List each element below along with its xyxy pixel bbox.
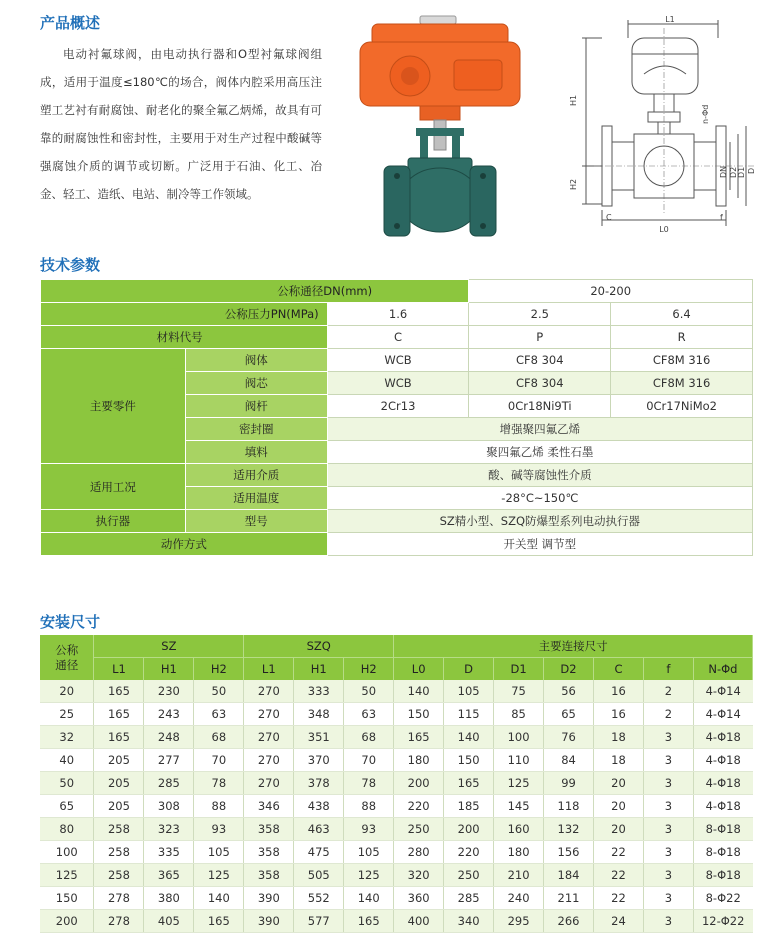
dim-cell: 132 [544,818,594,841]
group-szq: SZQ [244,635,394,658]
dim-cell: 8-Φ18 [693,864,752,887]
dim-cell: 78 [344,772,394,795]
dim-cell: 4-Φ18 [693,749,752,772]
dim-cell: 250 [394,818,444,841]
dim-cell: 3 [643,864,693,887]
col-header: H1 [144,658,194,681]
dim-cell: 358 [244,864,294,887]
dim-cell: 18 [593,749,643,772]
dim-cell: 4-Φ14 [693,703,752,726]
dim-cell: 68 [344,726,394,749]
dim-cell: 160 [494,818,544,841]
tech-title: 技术参数 [40,256,101,274]
dim-cell: 3 [643,887,693,910]
label-H2: H2 [569,178,578,190]
label-C: C [606,213,612,222]
dim-cell: 270 [244,772,294,795]
dim-cell: 125 [494,772,544,795]
label-D1: D1 [737,166,746,178]
dim-cell: 335 [144,841,194,864]
dim-cell: 400 [394,910,444,933]
conditions-label: 适用工况 [41,464,186,510]
dim-cell: 552 [294,887,344,910]
dim-cell: 50 [344,680,394,703]
dim-cell: 140 [344,887,394,910]
action-label: 动作方式 [41,533,328,556]
dim-cell: 76 [544,726,594,749]
dim-cell: 165 [94,680,144,703]
dim-cell: 205 [94,772,144,795]
col-header: L1 [94,658,144,681]
dim-cell: 16 [593,680,643,703]
dim-cell: 205 [94,749,144,772]
dim-cell: 230 [144,680,194,703]
dim-cell: 346 [244,795,294,818]
install-dims-table [40,635,753,933]
table-row [40,864,753,887]
dim-cell: 150 [444,749,494,772]
part-value: 0Cr18Ni9Ti [469,395,611,418]
dim-cell: 258 [94,818,144,841]
dim-cell: 84 [544,749,594,772]
dim-cell: 4-Φ18 [693,772,752,795]
dim-cell: 105 [444,680,494,703]
dim-cell: 438 [294,795,344,818]
dim-cell: 20 [593,795,643,818]
dim-cell: 8-Φ22 [693,887,752,910]
row-dn-cell: 200 [40,910,94,933]
dim-cell: 240 [494,887,544,910]
col-header: H2 [344,658,394,681]
temp-label: 适用温度 [185,487,327,510]
dim-cell: 2 [643,703,693,726]
dim-cell: 270 [244,703,294,726]
dim-cell: 8-Φ18 [693,841,752,864]
part-value: 0Cr17NiMo2 [611,395,753,418]
col-header: f [643,658,693,681]
dim-cell: 93 [194,818,244,841]
dim-cell: 93 [344,818,394,841]
part-name: 阀体 [185,349,327,372]
dim-cell: 278 [94,887,144,910]
dim-cell: 340 [444,910,494,933]
pn-value: 1.6 [327,303,469,326]
row-dn-cell: 65 [40,795,94,818]
dim-cell: 165 [444,772,494,795]
part-value: WCB [327,372,469,395]
dim-cell: 270 [244,749,294,772]
dim-cell: 184 [544,864,594,887]
dim-cell: 165 [94,726,144,749]
dim-cell: 125 [344,864,394,887]
dim-cell: 243 [144,703,194,726]
install-title: 安装尺寸 [40,613,101,631]
dim-cell: 68 [194,726,244,749]
dn-value: 20-200 [469,280,753,303]
dim-cell: 22 [593,841,643,864]
label-DN: DN [719,165,728,178]
col-nominal-header: 公称 通径 [40,635,94,680]
dim-cell: 333 [294,680,344,703]
dim-cell: 140 [444,726,494,749]
dim-cell: 248 [144,726,194,749]
actuator-label: 执行器 [41,510,186,533]
col-header: D [444,658,494,681]
table-row [40,818,753,841]
dim-cell: 308 [144,795,194,818]
temp-value: -28°C~150℃ [327,487,752,510]
group-main: 主要连接尺寸 [394,635,753,658]
part-name: 阀芯 [185,372,327,395]
dim-cell: 360 [394,887,444,910]
row-dn-cell: 150 [40,887,94,910]
dim-cell: 348 [294,703,344,726]
model-value: SZ精小型、SZQ防爆型系列电动执行器 [327,510,752,533]
dim-cell: 390 [244,910,294,933]
dim-cell: 165 [194,910,244,933]
label-L0: L0 [659,225,669,234]
label-D: D [747,167,756,174]
tech-params-table [40,279,753,556]
valve-product-photo [350,14,530,242]
table-row [40,680,753,703]
label-H1: H1 [569,94,578,106]
dim-cell: 12-Φ22 [693,910,752,933]
label-L1: L1 [665,15,675,24]
dim-cell: 3 [643,841,693,864]
dim-cell: 405 [144,910,194,933]
part-value: 2Cr13 [327,395,469,418]
dim-cell: 205 [94,795,144,818]
dim-cell: 365 [144,864,194,887]
row-dn-cell: 20 [40,680,94,703]
dim-cell: 156 [544,841,594,864]
col-header: C [593,658,643,681]
dim-cell: 50 [194,680,244,703]
overview-title: 产品概述 [40,14,101,32]
seal-value: 增强聚四氟乙烯 [327,418,752,441]
dim-cell: 22 [593,887,643,910]
medium-label: 适用介质 [185,464,327,487]
dim-cell: 463 [294,818,344,841]
dim-cell: 99 [544,772,594,795]
dim-cell: 4-Φ18 [693,726,752,749]
dim-cell: 3 [643,910,693,933]
dim-cell: 270 [244,680,294,703]
dim-cell: 63 [194,703,244,726]
part-value: CF8M 316 [611,372,753,395]
dim-cell: 200 [444,818,494,841]
packing-value: 聚四氟乙烯 柔性石墨 [327,441,752,464]
dim-cell: 88 [194,795,244,818]
model-label: 型号 [185,510,327,533]
dim-cell: 378 [294,772,344,795]
dim-cell: 105 [194,841,244,864]
dim-cell: 295 [494,910,544,933]
dim-cell: 277 [144,749,194,772]
dim-cell: 140 [394,680,444,703]
dim-cell: 285 [444,887,494,910]
dim-cell: 145 [494,795,544,818]
medium-value: 酸、碱等腐蚀性介质 [327,464,752,487]
dim-cell: 200 [394,772,444,795]
material-code: P [469,326,611,349]
table-row [40,795,753,818]
dim-cell: 258 [94,864,144,887]
dim-cell: 18 [593,726,643,749]
dim-cell: 165 [94,703,144,726]
dim-cell: 3 [643,726,693,749]
dim-cell: 110 [494,749,544,772]
dim-cell: 20 [593,818,643,841]
dim-cell: 20 [593,772,643,795]
part-value: CF8M 316 [611,349,753,372]
dim-cell: 258 [94,841,144,864]
table-row [40,887,753,910]
table-row [40,749,753,772]
pn-label: 公称压力PN(MPa) [41,303,328,326]
dim-cell: 56 [544,680,594,703]
dim-cell: 70 [344,749,394,772]
dim-cell: 3 [643,795,693,818]
dim-cell: 63 [344,703,394,726]
dim-cell: 125 [194,864,244,887]
table-row [40,910,753,933]
row-dn-cell: 50 [40,772,94,795]
dim-cell: 115 [444,703,494,726]
dim-cell: 285 [144,772,194,795]
dim-cell: 370 [294,749,344,772]
col-header: H2 [194,658,244,681]
col-header: L0 [394,658,444,681]
dim-cell: 65 [544,703,594,726]
dim-cell: 3 [643,772,693,795]
dim-cell: 2 [643,680,693,703]
dim-cell: 3 [643,749,693,772]
col-header: N-Φd [693,658,752,681]
dim-cell: 180 [394,749,444,772]
dim-cell: 280 [394,841,444,864]
col-header: D1 [494,658,544,681]
dim-cell: 358 [244,841,294,864]
dim-cell: 22 [593,864,643,887]
dim-cell: 185 [444,795,494,818]
dim-cell: 358 [244,818,294,841]
dim-cell: 85 [494,703,544,726]
dim-cell: 16 [593,703,643,726]
material-label: 材料代号 [41,326,328,349]
dim-cell: 140 [194,887,244,910]
dim-cell: 380 [144,887,194,910]
dim-cell: 118 [544,795,594,818]
col-header: D2 [544,658,594,681]
part-value: CF8 304 [469,349,611,372]
part-value: WCB [327,349,469,372]
row-dn-cell: 100 [40,841,94,864]
dim-cell: 220 [444,841,494,864]
seal-label: 密封圈 [185,418,327,441]
part-value: CF8 304 [469,372,611,395]
table-row [40,703,753,726]
row-dn-cell: 32 [40,726,94,749]
row-dn-cell: 80 [40,818,94,841]
dim-cell: 390 [244,887,294,910]
dim-cell: 78 [194,772,244,795]
part-name: 阀杆 [185,395,327,418]
action-value: 开关型 调节型 [327,533,752,556]
dim-cell: 88 [344,795,394,818]
dim-cell: 105 [344,841,394,864]
dim-cell: 475 [294,841,344,864]
dim-cell: 8-Φ18 [693,818,752,841]
label-D2: D2 [729,166,738,178]
label-f: f [720,213,723,222]
dim-cell: 4-Φ14 [693,680,752,703]
dim-cell: 278 [94,910,144,933]
dim-cell: 165 [394,726,444,749]
dim-cell: 3 [643,818,693,841]
dn-label: 公称通径DN(mm) [41,280,469,303]
row-dn-cell: 25 [40,703,94,726]
row-dn-cell: 40 [40,749,94,772]
dim-cell: 211 [544,887,594,910]
dim-cell: 323 [144,818,194,841]
dim-cell: 210 [494,864,544,887]
main-parts-label: 主要零件 [41,349,186,464]
material-code: R [611,326,753,349]
table-row [40,726,753,749]
dim-cell: 70 [194,749,244,772]
dim-cell: 180 [494,841,544,864]
dim-cell: 220 [394,795,444,818]
dim-cell: 577 [294,910,344,933]
dim-cell: 351 [294,726,344,749]
row-dn-cell: 125 [40,864,94,887]
table-row [40,772,753,795]
group-sz: SZ [94,635,244,658]
dim-cell: 320 [394,864,444,887]
dim-cell: 24 [593,910,643,933]
dim-cell: 270 [244,726,294,749]
material-code: C [327,326,469,349]
col-header: L1 [244,658,294,681]
dim-cell: 505 [294,864,344,887]
dim-cell: 100 [494,726,544,749]
label-n-phi-d: n-Φd [701,104,710,124]
overview-text: 电动衬氟球阀，由电动执行器和O型衬氟球阀组成，适用于温度≤180℃的场合，阀体内腔采用高压注塑工艺衬有耐腐蚀、耐老化的聚全氟乙炳烯，故具有可靠的耐腐蚀性和密封性，主要用于对生产过程中酸碱等强腐蚀介质的调节或切断。广泛用于石油、化工、冶金、轻工、造纸、电站、制冷等工作领域。 [40,47,322,201]
dim-cell: 266 [544,910,594,933]
dim-cell: 4-Φ18 [693,795,752,818]
dim-cell: 165 [344,910,394,933]
dim-cell: 150 [394,703,444,726]
col-header: H1 [294,658,344,681]
pn-value: 6.4 [611,303,753,326]
dim-cell: 75 [494,680,544,703]
dim-cell: 250 [444,864,494,887]
pn-value: 2.5 [469,303,611,326]
valve-dimension-drawing [558,14,768,234]
packing-label: 填料 [185,441,327,464]
table-row [40,841,753,864]
